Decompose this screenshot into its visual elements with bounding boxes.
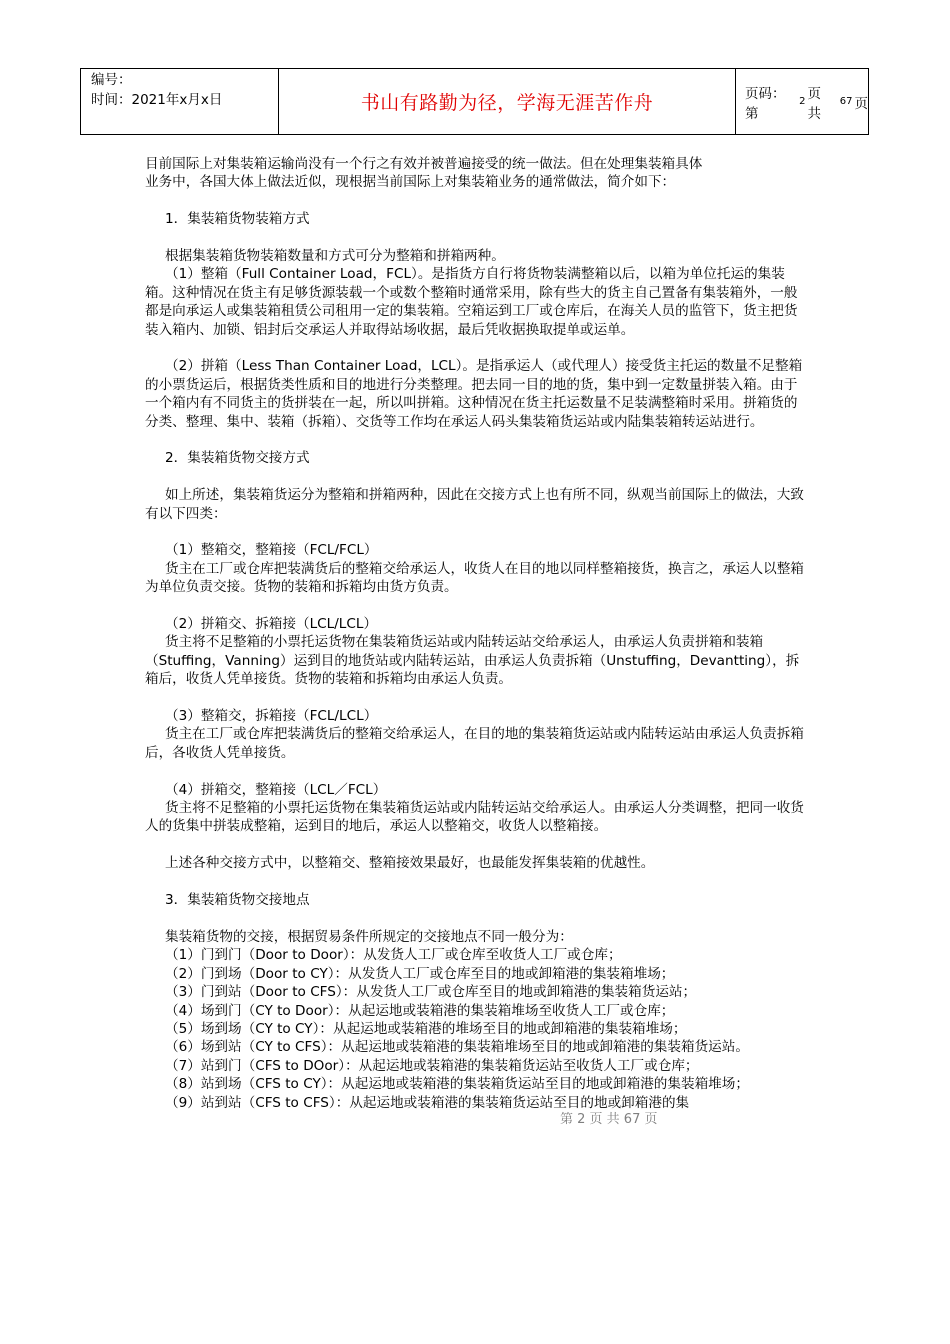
motto-text: 书山有路勤为径，学海无涯苦作舟 (360, 92, 654, 114)
page-suffix: 页 (854, 95, 868, 112)
page-prefix: 页码：第 (745, 85, 786, 122)
mode-3-title: （3）整箱交，拆箱接（FCL/LCL） (165, 708, 378, 725)
number-label: 编号： (91, 72, 132, 88)
motto-cell (279, 69, 736, 134)
list-item: （6）场到站（CY to CFS）：从起运地或装箱港的集装箱堆场至目的地或卸箱港的集装箱货运站。 (165, 1039, 749, 1056)
header-table (80, 68, 869, 135)
list-item: （5）场到场（CY to CY）：从起运地或装箱港的堆场至目的地或卸箱港的集装箱堆场； (165, 1020, 687, 1037)
mode-1-text: 货主在工厂或仓库把装满货后的整箱交给承运人，收货人在目的地以同样整箱接货，换言之，承运人以整箱为单位负责交接。货物的装箱和拆箱均由货方负责。 (145, 560, 804, 596)
mode-4-text: 货主将不足整箱的小票托运货物在集装箱货运站或内陆转运站交给承运人。由承运人分类调整，把同一收货人的货集中拼装成整箱，运到目的地后，承运人以整箱交，收货人以整箱接。 (145, 800, 804, 835)
mode-3-text: 货主在工厂或仓库把装满货后的整箱交给承运人，在目的地的集装箱货运站或内陆转运站由承运人负责拆箱后，各收货人凭单接货。 (145, 726, 804, 761)
page-number-cell (736, 69, 868, 134)
section-3-heading: 3．集装箱货物交接地点 (165, 892, 310, 909)
mode-2-text: 货主将不足整箱的小票托运货物在集装箱货运站或内陆转运站交给承运人，由承运人负责拼箱和装箱（Stuffing，Vanning）运到目的地货站或内陆转运站，由承运人负责拆箱（Unstuffing，Devantting），拆箱后，收货人凭单接货。货物的装箱和拆箱均由承运人负责。 (145, 634, 800, 688)
mode-2-title: （2）拼箱交、拆箱接（LCL/LCL） (165, 616, 378, 633)
section-3-paragraph: 集装箱货物的交接，根据贸易条件所规定的交接地点不同一般分为： (165, 928, 573, 945)
section-1-paragraph: 根据集装箱货物装箱数量和方式可分为整箱和拼箱两种。 (165, 248, 505, 264)
section-1-heading: 1．集装箱货物装箱方式 (165, 211, 310, 228)
time-label: 时间：2021年x月x日 (91, 92, 223, 108)
page-current: 2 (799, 96, 806, 107)
section-1-paragraph: （1）整箱（Full Container Load，FCL）。是指货方自行将货物装满整箱以后，以箱为单位托运的集装箱。这种情况在货主有足够货源装载一个或数个整箱时通常采用，除有些大的货主自己置备有集装箱外，一般都是向承运人或集装箱租赁公司租用一定的集装箱。空箱运到工厂或仓库后，在海关人员的监管下，货主把货装入箱内、加锁、铝封后交承运人并取得站场收据，最后凭收据换取提单或运单。 (145, 266, 798, 338)
header-meta-cell (81, 69, 279, 134)
section-1-paragraph: （2）拼箱（Less Than Container Load，LCL）。是指承运人（或代理人）接受货主托运的数量不足整箱的小票货运后，根据货类性质和目的地进行分类整理。把去同一目的地的货，集中到一定数量拼装入箱。由于一个箱内有不同货主的货拼装在一起，所以叫拼箱。这种情况在货主托运数量不足装满整箱时采用。拼箱货的分类、整理、集中、装箱（拆箱）、交货等工作均在承运人码头集装箱货运站或内陆集装箱转运站进行。 (145, 358, 803, 430)
intro-line-1: 目前国际上对集装箱运输尚没有一个行之有效并被普遍接受的统一做法。但在处理集装箱具体 (145, 156, 703, 172)
list-item: （3）门到站（Door to CFS）：从发货人工厂或仓库至目的地或卸箱港的集装箱货运站； (165, 984, 697, 1001)
intro-line-2: 业务中，各国大体上做法近似，现根据当前国际上对集装箱业务的通常做法，简介如下： (145, 174, 676, 191)
list-item: （1）门到门（Door to Door）：从发货人工厂或仓库至收货人工厂或仓库； (165, 947, 622, 964)
section-2-heading: 2．集装箱货物交接方式 (165, 450, 310, 467)
page-middle: 页 共 (807, 85, 822, 122)
section-2-paragraph: 如上所述，集装箱货运分为整箱和拼箱两种，因此在交接方式上也有所不同，纵观当前国际上的做法，大致有以下四类： (145, 487, 804, 522)
list-item: （2）门到场（Door to CY）：从发货人工厂或仓库至目的地或卸箱港的集装箱堆场； (165, 965, 675, 982)
document-body (145, 155, 810, 1112)
page-total: 67 (839, 96, 853, 107)
mode-4-title: （4）拼箱交，整箱接（LCL／FCL） (165, 781, 387, 798)
section-2-summary: 上述各种交接方式中，以整箱交、整箱接效果最好，也最能发挥集装箱的优越性。 (165, 855, 655, 872)
list-item: （9）站到站（CFS to CFS）：从起运地或装箱港的集装箱货运站至目的地或卸箱港的集 (165, 1094, 690, 1111)
mode-1-title: （1）整箱交，整箱接（FCL/FCL） (165, 542, 378, 559)
page-footer-watermark: 第 2 页 共 67 页 (560, 1112, 658, 1127)
list-item: （8）站到场（CFS to CY）：从起运地或装箱港的集装箱货运站至目的地或卸箱港的集装箱堆场； (165, 1076, 749, 1093)
list-item: （4）场到门（CY to Door）：从起运地或装箱港的集装箱堆场至收货人工厂或仓库； (165, 1002, 675, 1019)
list-item: （7）站到门（CFS to DOor）：从起运地或装箱港的集装箱货运站至收货人工厂或仓库； (165, 1057, 699, 1074)
